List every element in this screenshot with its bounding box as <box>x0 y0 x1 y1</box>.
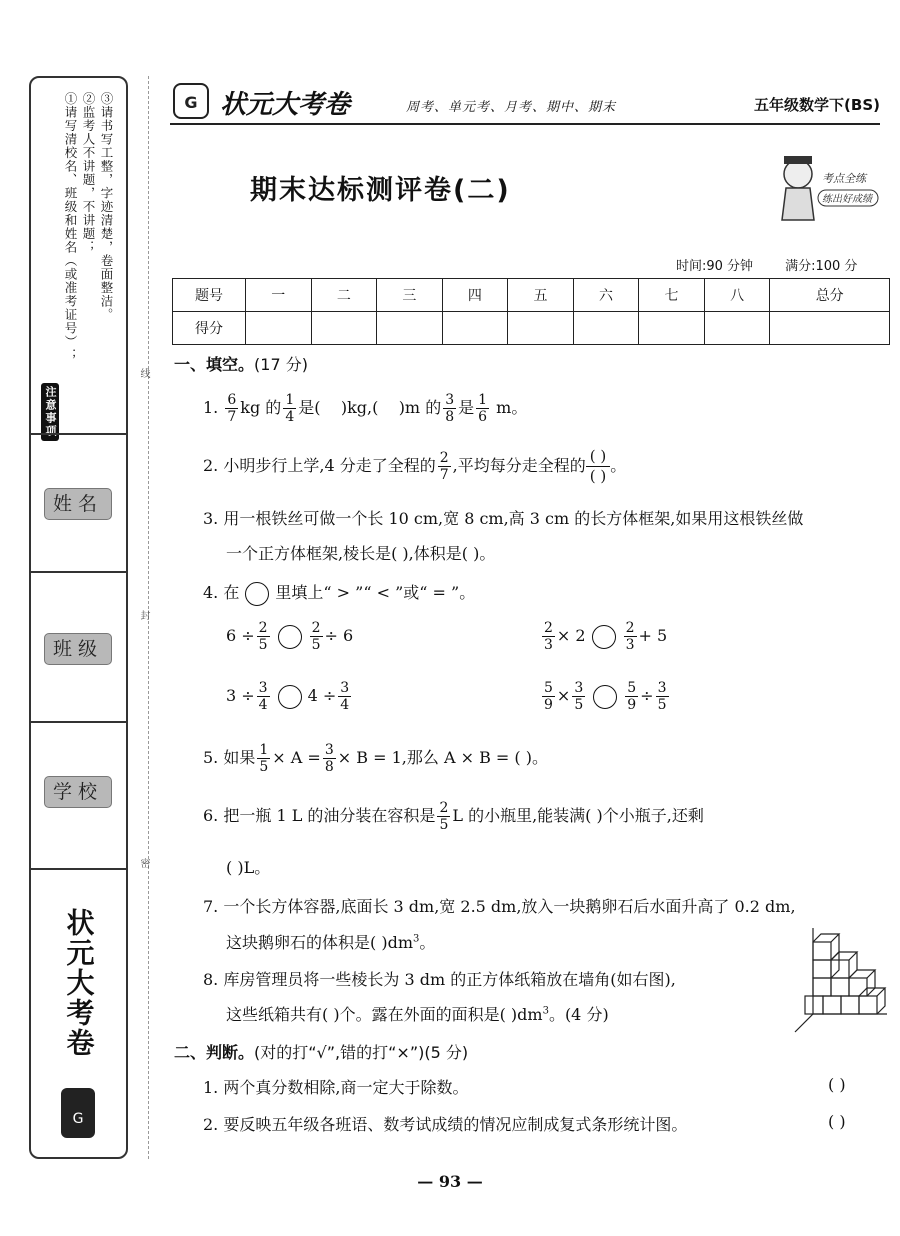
score-input-cell[interactable] <box>508 312 574 345</box>
brand-logo <box>172 82 392 122</box>
page-title: 期末达标测评卷(二) <box>250 175 511 206</box>
table-cell: 三 <box>377 279 443 312</box>
compare-circle[interactable] <box>593 685 617 709</box>
note-line-2: ②监考人不讲题，不讲题； <box>81 92 96 254</box>
svg-text:考点全练: 考点全练 <box>822 172 866 185</box>
compare-circle[interactable] <box>278 685 302 709</box>
exam-score: 满分:100 分 <box>785 259 858 274</box>
compare-item-a: 6 ÷ $\frac{2}{5}$ $\frac{2}{5}$ ÷ 6 <box>226 620 354 653</box>
fraction: $\frac{1}{6}$ <box>478 392 488 425</box>
svg-text:G: G <box>184 93 198 112</box>
question-8: 8. 库房管理员将一些棱长为 3 dm 的正方体纸箱放在墙角(如右图), <box>203 970 676 989</box>
table-cell: 六 <box>573 279 639 312</box>
table-cell: 题号 <box>173 279 246 312</box>
q-text: 用一根铁丝可做一个长 10 cm,宽 8 cm,高 3 cm 的长方体框架,如果用这根铁丝做 <box>223 509 804 528</box>
notes-badge: 注意事项 <box>41 383 59 441</box>
compare-item-b: $\frac{2}{3}$ × 2 $\frac{2}{3}$ + 5 <box>544 620 668 653</box>
q-text: )kg,( <box>340 398 379 417</box>
q-text: )m 的 <box>398 398 442 417</box>
question-3 <box>203 506 803 529</box>
score-input-cell[interactable] <box>704 312 770 345</box>
score-input-cell[interactable] <box>573 312 639 345</box>
fraction: $\frac{3}{8}$ <box>445 392 455 425</box>
left-sidebar <box>29 76 128 1159</box>
q-text: 小明步行上学,4 分走了全程的 <box>223 456 436 475</box>
score-input-cell[interactable] <box>442 312 508 345</box>
question-5: 5. 如果 $\frac{1}{5}$ × A = $\frac{3}{8}$ × B = 1,那么 A × B = ( )。 <box>203 742 548 775</box>
question-7: 7. 一个长方体容器,底面长 3 dm,宽 2.5 dm,放入一块鹅卵石后水面升高了 0.2 dm, <box>203 897 796 916</box>
table-cell: 五 <box>508 279 574 312</box>
q-number: 7. <box>203 897 219 916</box>
judge-answer-1[interactable]: ( ) <box>828 1075 846 1094</box>
cube-stack-figure <box>793 926 889 1034</box>
question-8-line-2: 这些纸箱共有( )个。露在外面的面积是( )$dm^3$。(4 分) <box>226 1005 609 1024</box>
header-grade: 五年级数学下(BS) <box>754 96 880 114</box>
name-field[interactable]: 姓名 <box>44 488 112 520</box>
school-field[interactable]: 学校 <box>44 776 112 808</box>
note-line-1: ①请写清校名、班级和姓名（或准考证号）； <box>63 92 78 362</box>
q-number: 2. <box>203 456 219 475</box>
score-table <box>172 278 890 345</box>
q-number: 8. <box>203 970 219 989</box>
compare-circle[interactable] <box>278 625 302 649</box>
table-cell: 一 <box>246 279 312 312</box>
question-3-line-2: 一个正方体框架,棱长是( ),体积是( )。 <box>226 544 496 563</box>
q-text: 。 <box>610 456 627 475</box>
table-cell: 七 <box>639 279 705 312</box>
judge-answer-2[interactable]: ( ) <box>828 1112 846 1131</box>
answer-blank-fraction[interactable]: ( ) ( ) <box>586 447 610 486</box>
q-number: 3. <box>203 509 219 528</box>
page-number: — 93 — <box>417 1172 483 1191</box>
question-1 <box>203 392 527 425</box>
q-number: 1. <box>203 398 219 417</box>
q-text: 里填上“ > ”“ < ”或“ = ”。 <box>275 583 476 602</box>
q-text: 要反映五年级各班语、数考试成绩的情况应制成复式条形统计图。 <box>223 1115 688 1134</box>
q-number: 1. <box>203 1078 219 1097</box>
sidebar-divider <box>31 868 126 870</box>
fraction: $\frac{6}{7}$ <box>227 392 237 425</box>
exam-time: 时间:90 分钟 <box>676 259 754 274</box>
judge-item-2 <box>203 1112 687 1135</box>
section-1-heading <box>174 352 308 375</box>
section-1-title: 一、填空。 <box>174 355 255 374</box>
compare-item-c: 3 ÷ $\frac{3}{4}$ 4 ÷ $\frac{3}{4}$ <box>226 680 350 713</box>
score-input-cell[interactable] <box>377 312 443 345</box>
score-input-cell[interactable] <box>639 312 705 345</box>
header-subtitle: 周考、单元考、月考、期中、期末 <box>406 100 617 115</box>
note-line-3: ③请书写工整，字迹清楚，卷面整洁。 <box>99 92 114 322</box>
section-2-heading <box>174 1040 468 1063</box>
compare-circle[interactable] <box>592 625 616 649</box>
question-2 <box>203 447 626 486</box>
seal-mark: 封 <box>138 610 149 620</box>
svg-text:状元大考卷: 状元大考卷 <box>62 908 96 1058</box>
section-2-points: (对的打“√”,错的打“×”)(5 分) <box>254 1043 469 1062</box>
judge-item-1 <box>203 1075 468 1098</box>
q-text: ,平均每分走全程的 <box>452 456 586 475</box>
table-cell: 八 <box>704 279 770 312</box>
q-number: 6. <box>203 806 219 825</box>
q-number: 5. <box>203 748 219 767</box>
sidebar-divider <box>31 571 126 573</box>
table-cell: 得分 <box>173 312 246 345</box>
question-4 <box>203 580 475 606</box>
q-number: 2. <box>203 1115 219 1134</box>
sidebar-divider <box>31 721 126 723</box>
question-6: 6. 把一瓶 1 L 的油分装在容积是 $\frac{2}{5}$ L 的小瓶里,能装满( )个小瓶子,还剩 <box>203 800 704 833</box>
question-6-line-2: ( )L。 <box>226 858 271 877</box>
section-2-title: 二、判断。 <box>174 1043 255 1062</box>
question-7-line-2: 这块鹅卵石的体积是( )$dm^3$。 <box>226 933 436 952</box>
seal-mark: 线 <box>138 368 149 378</box>
section-1-points: (17 分) <box>254 355 308 374</box>
score-input-cell[interactable] <box>311 312 377 345</box>
q-text: 是 <box>458 398 475 417</box>
table-row <box>173 312 890 345</box>
q-text: 两个真分数相除,商一定大于除数。 <box>223 1078 469 1097</box>
q-text: kg 的 <box>240 398 282 417</box>
compare-item-d: $\frac{5}{9}$ × $\frac{3}{5}$ $\frac{5}{9}$ ÷ $\frac{3}{5}$ <box>544 680 667 713</box>
score-input-cell[interactable] <box>246 312 312 345</box>
q-text: 在 <box>223 583 240 602</box>
svg-text:练出好成绩: 练出好成绩 <box>822 194 872 205</box>
class-field[interactable]: 班级 <box>44 633 112 665</box>
svg-text:G: G <box>72 1111 84 1127</box>
table-cell: 总分 <box>770 279 890 312</box>
header-rule <box>170 123 880 125</box>
seal-mark: 密 <box>138 858 149 868</box>
table-cell: 二 <box>311 279 377 312</box>
q-number: 4. <box>203 583 219 602</box>
page-header <box>170 80 880 124</box>
fraction: $\frac{1}{4}$ <box>285 392 295 425</box>
sidebar-divider <box>31 433 126 435</box>
table-cell: 四 <box>442 279 508 312</box>
table-row <box>173 279 890 312</box>
svg-text:状元大考卷: 状元大考卷 <box>220 90 351 120</box>
score-input-cell[interactable] <box>770 312 890 345</box>
exam-meta <box>676 255 857 274</box>
brand-logo-vertical <box>59 898 99 1148</box>
q-text: 是( <box>298 398 321 417</box>
q-text: m。 <box>496 398 528 417</box>
compare-circle[interactable] <box>245 582 269 606</box>
fraction: $\frac{2}{7}$ <box>439 450 449 483</box>
mascot-icon <box>770 146 880 226</box>
